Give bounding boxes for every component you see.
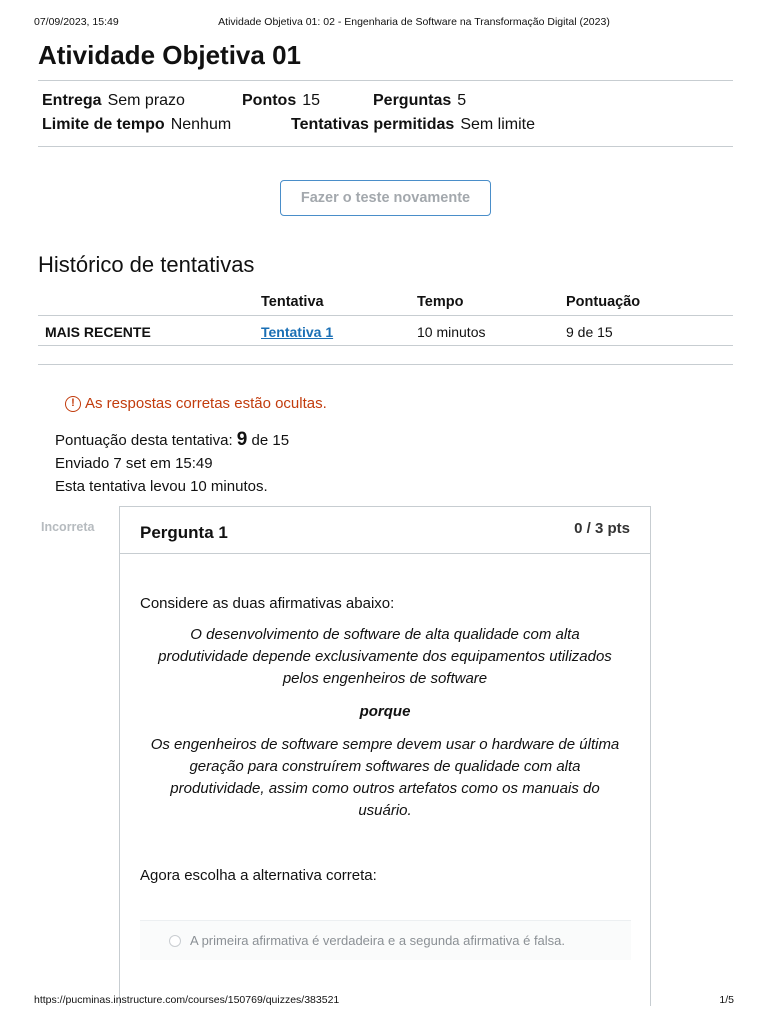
attempt-link[interactable]: Tentativa 1 [261,324,334,340]
question-title: Pergunta 1 [140,523,228,542]
answer-option[interactable] [140,920,631,960]
score-suffix: de 15 [247,432,290,449]
statement-two-line: usuário. [358,802,412,819]
print-date: 07/09/2023, 15:49 [34,16,119,28]
divider [38,146,733,147]
limite-label: Limite de tempo [42,116,165,133]
page-title: Atividade Objetiva 01 [38,40,301,70]
exclamation-circle-icon: ! [65,396,81,412]
duration-line: Esta tentativa levou 10 minutos. [55,478,268,495]
attempt-summary [55,428,289,498]
print-header [34,16,734,30]
submitted-line: Enviado 7 set em 15:49 [55,455,213,472]
score-value: 9 [236,429,248,450]
question-intro: Considere as duas afirmativas abaixo: [140,595,395,612]
statement-one-line: O desenvolvimento de software de alta qualidade com alta [190,626,580,643]
pontos-label: Pontos [242,92,297,109]
quiz-meta-entrega [42,92,185,110]
attempt-history-table [38,288,733,346]
tentativas-label: Tentativas permitidas [291,116,455,133]
limite-value: Nenhum [170,116,232,133]
attempt-score: 9 de 15 [566,324,613,340]
question-prompt: Agora escolha a alternativa correta: [140,867,377,884]
print-footer [34,994,734,1008]
quiz-meta-limite [42,116,231,134]
connector-word: porque [359,703,411,720]
answers-hidden-text: As respostas corretas estão ocultas. [85,395,327,412]
answer-option-text: A primeira afirmativa é verdadeira e a segunda afirmativa é falsa. [190,933,566,948]
question-header [120,507,650,554]
entrega-value: Sem prazo [107,92,185,109]
print-url: https://pucminas.instructure.com/courses/150769/quizzes/383521 [34,994,340,1006]
column-header-time: Tempo [417,294,464,310]
entrega-label: Entrega [42,92,102,109]
print-page-number: 1/5 [719,994,734,1006]
score-prefix: Pontuação desta tentativa: [55,432,237,449]
quiz-meta-pontos [242,92,320,110]
perguntas-label: Perguntas [373,92,452,109]
statement-two-line: geração para construírem softwares de qualidade com alta [189,758,581,775]
perguntas-value: 5 [457,92,467,109]
tentativas-value: Sem limite [460,116,535,133]
question-points: 0 / 3 pts [574,520,630,537]
quiz-meta-tentativas [291,116,535,134]
statement-one [140,624,630,690]
statement-one-line: pelos engenheiros de software [282,670,488,687]
statement-two-line: produtividade, assim como outros artefatos como os manuais do [170,780,600,797]
column-header-attempt: Tentativa [261,294,324,310]
divider [38,80,733,81]
table-header [38,288,733,316]
question-card [119,506,651,1006]
print-title: Atividade Objetiva 01: 02 - Engenharia de Software na Transformação Digital (2023) [218,16,610,28]
attempt-time: 10 minutos [417,324,486,340]
statement-two [140,734,630,822]
answers-hidden-notice [65,395,327,412]
divider [38,364,733,365]
attempt-history-title: Histórico de tentativas [38,252,255,277]
quiz-meta-perguntas [373,92,466,110]
radio-button[interactable] [169,935,181,947]
statement-two-line: Os engenheiros de software sempre devem usar o hardware de última [150,736,620,753]
most-recent-label: MAIS RECENTE [45,324,151,340]
pontos-value: 15 [302,92,321,109]
retake-quiz-button[interactable]: Fazer o teste novamente [280,180,491,216]
answer-status-badge: Incorreta [41,520,95,534]
statement-one-line: produtividade depende exclusivamente dos equipamentos utilizados [158,648,612,665]
attempt-score-line [55,428,289,452]
table-row [38,316,733,346]
column-header-score: Pontuação [566,294,641,310]
